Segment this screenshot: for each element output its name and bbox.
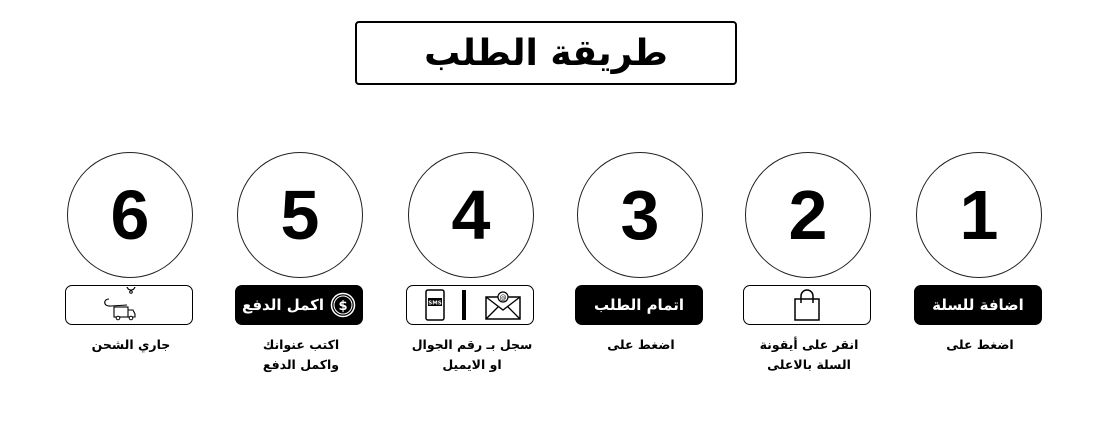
step-caption [561,335,721,355]
step-number-circle [408,152,534,278]
step-number: 1 [959,176,999,254]
step-number: 3 [620,176,660,254]
caption-line-2: واكمل الدفع [262,357,340,372]
add-to-cart-badge [914,285,1042,325]
step-caption [729,335,889,375]
cart-icon-badge [743,285,871,325]
caption-line-1: جاري الشحن [91,337,171,352]
caption-line-2: او الايميل [442,357,502,372]
badge-label: اتمام الطلب [593,296,685,314]
svg-text:@: @ [499,294,507,302]
dollar-coin-icon [330,292,356,318]
page-title: طريقة الطلب [424,32,668,74]
complete-payment-badge [235,285,363,325]
step-number: 6 [110,176,150,254]
caption-line-1: اضغط على [607,337,675,352]
step-number-circle [577,152,703,278]
step-caption [51,335,211,355]
title-box [355,21,737,85]
caption-line-1: اضغط على [946,337,1014,352]
caption-line-2: السلة بالاعلى [767,357,851,372]
step-number-circle [916,152,1042,278]
shopping-bag-icon [790,288,824,322]
step-number: 2 [788,176,828,254]
step-number: 4 [451,176,491,254]
svg-text:$: $ [338,299,348,314]
step-caption [221,335,381,375]
step-number: 5 [280,176,320,254]
sms-phone-email-icon [412,288,528,322]
map-pin-truck-icon [99,287,159,323]
shipping-badge [65,285,193,325]
step-number-circle [67,152,193,278]
svg-text:SMS: SMS [428,300,442,307]
caption-line-1: سجل بـ رقم الجوال [411,337,533,352]
step-number-circle [237,152,363,278]
badge-label: اكمل الدفع [241,296,325,314]
register-badge [406,285,534,325]
caption-line-1: انقر على أيقونة [759,337,859,352]
step-caption [900,335,1060,355]
step-caption [392,335,552,375]
step-number-circle [745,152,871,278]
caption-line-1: اكتب عنوانك [262,337,340,352]
badge-label: اضافة للسلة [932,296,1024,314]
complete-order-badge [575,285,703,325]
